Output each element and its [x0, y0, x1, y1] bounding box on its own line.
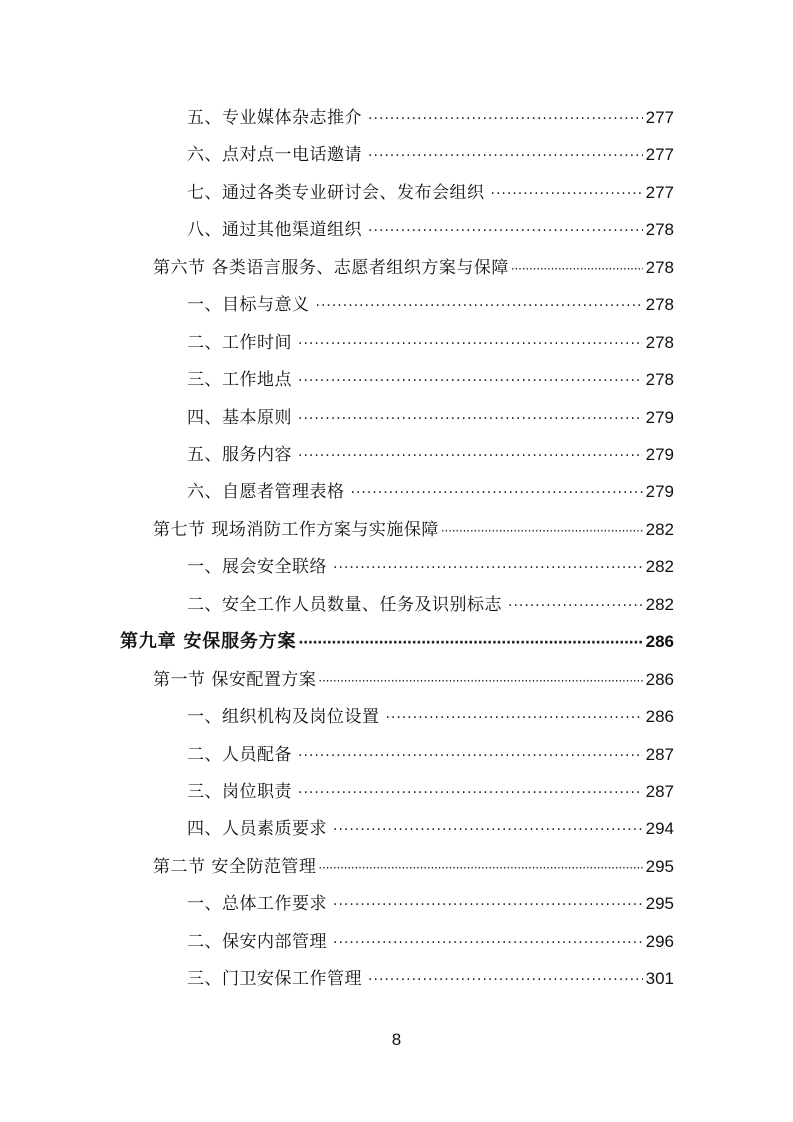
toc-entry-title: 四、人员素质要求	[187, 819, 327, 839]
toc-leader-dots	[368, 104, 643, 134]
toc-entry[interactable]	[187, 440, 674, 470]
toc-leader-dots	[318, 853, 642, 883]
toc-leader-dots	[351, 478, 643, 508]
toc-entry[interactable]	[187, 814, 674, 844]
toc-leader-dots	[368, 216, 643, 246]
toc-entry-title: 五、专业媒体杂志推介	[187, 108, 362, 128]
toc-entry-page: 277	[645, 145, 674, 164]
toc-entry-page: 278	[645, 258, 674, 277]
toc-entry-title: 二、工作时间	[187, 333, 292, 353]
toc-entry-page: 286	[645, 707, 674, 726]
toc-entry-title: 八、通过其他渠道组织	[187, 220, 362, 240]
toc-leader-dots	[441, 516, 643, 546]
toc-entry-page: 279	[645, 445, 674, 464]
toc-leader-dots	[511, 254, 643, 284]
toc-leader-dots	[298, 329, 643, 359]
toc-entry-page: 286	[645, 670, 674, 689]
toc-leader-dots	[298, 441, 643, 471]
toc-entry[interactable]	[187, 702, 674, 732]
toc-entry-page: 287	[645, 745, 674, 764]
toc-leader-dots	[318, 666, 642, 696]
toc-entry[interactable]	[187, 552, 674, 582]
toc-entry[interactable]	[187, 140, 674, 170]
toc-entry-page: 279	[645, 482, 674, 501]
toc-entry[interactable]	[187, 290, 674, 320]
toc-entry-title: 二、安全工作人员数量、任务及识别标志	[187, 595, 502, 615]
toc-entry-title: 四、基本原则	[187, 408, 292, 428]
toc-entry-title: 二、人员配备	[187, 745, 292, 765]
toc-entry[interactable]	[187, 777, 674, 807]
toc-entry-title: 一、目标与意义	[187, 295, 310, 315]
toc-leader-dots	[333, 890, 643, 920]
toc-entry-title: 第二节 安全防范管理	[153, 857, 317, 877]
toc-entry-title: 一、总体工作要求	[187, 894, 327, 914]
toc-entry[interactable]	[187, 403, 674, 433]
toc-leader-dots	[298, 404, 643, 434]
toc-chapter-entry[interactable]	[120, 627, 674, 657]
toc-entry-page: 295	[645, 857, 674, 876]
toc-entry-page: 278	[645, 295, 674, 314]
toc-entry[interactable]	[187, 889, 674, 919]
page-number: 8	[391, 1030, 402, 1049]
toc-leader-dots	[298, 778, 643, 808]
toc-entry-title: 七、通过各类专业研讨会、发布会组织	[187, 183, 485, 203]
toc-entry-title: 第七节 现场消防工作方案与实施保障	[153, 520, 439, 540]
toc-leader-dots	[368, 965, 643, 995]
toc-entry-page: 286	[645, 632, 674, 651]
toc-entry[interactable]	[187, 103, 674, 133]
toc-entry-title: 二、保安内部管理	[187, 932, 327, 952]
toc-entry-page: 295	[645, 894, 674, 913]
toc-entry-title: 第一节 保安配置方案	[153, 670, 317, 690]
toc-entry-title: 五、服务内容	[187, 445, 292, 465]
toc-entry-title: 一、展会安全联络	[187, 557, 327, 577]
toc-leader-dots	[333, 553, 643, 583]
toc-entry[interactable]	[187, 477, 674, 507]
toc-leader-dots	[333, 815, 643, 845]
toc-entry-page: 279	[645, 408, 674, 427]
toc-leader-dots	[491, 179, 643, 209]
toc-leader-dots	[316, 291, 643, 321]
toc-entry-page: 301	[645, 969, 674, 988]
toc-entry[interactable]	[187, 215, 674, 245]
toc-entry-page: 282	[645, 595, 674, 614]
toc-entry[interactable]	[187, 964, 674, 994]
toc-entry-page: 294	[645, 819, 674, 838]
toc-leader-dots	[298, 628, 642, 658]
toc-entry-title: 三、岗位职责	[187, 782, 292, 802]
toc-entry-page: 277	[645, 108, 674, 127]
toc-leader-dots	[368, 141, 643, 171]
toc-section-entry[interactable]	[153, 665, 674, 695]
toc-leader-dots	[298, 366, 643, 396]
toc-section-entry[interactable]	[153, 515, 674, 545]
toc-entry-page: 282	[645, 557, 674, 576]
toc-entry-title: 三、工作地点	[187, 370, 292, 390]
toc-entry-title: 第六节 各类语言服务、志愿者组织方案与保障	[153, 258, 509, 278]
toc-leader-dots	[333, 928, 643, 958]
toc-entry[interactable]	[187, 365, 674, 395]
toc-section-entry[interactable]	[153, 852, 674, 882]
toc-entry-page: 277	[645, 183, 674, 202]
toc-entry[interactable]	[187, 590, 674, 620]
toc-entry-title: 第九章 安保服务方案	[120, 631, 297, 652]
toc-entry[interactable]	[187, 328, 674, 358]
toc-entry-title: 三、门卫安保工作管理	[187, 969, 362, 989]
toc-leader-dots	[298, 741, 643, 771]
toc-leader-dots	[508, 591, 643, 621]
toc-section-entry[interactable]	[153, 253, 674, 283]
toc-entry-page: 278	[645, 333, 674, 352]
toc-entry-title: 一、组织机构及岗位设置	[187, 707, 380, 727]
toc-leader-dots	[386, 703, 643, 733]
toc-entry-page: 282	[645, 520, 674, 539]
toc-entry-page: 296	[645, 932, 674, 951]
toc-entry-page: 278	[645, 220, 674, 239]
toc-entry-title: 六、自愿者管理表格	[187, 482, 345, 502]
toc-entry[interactable]	[187, 927, 674, 957]
toc-entry[interactable]	[187, 740, 674, 770]
toc-entry-title: 六、点对点一电话邀请	[187, 145, 362, 165]
toc-entry[interactable]	[187, 178, 674, 208]
toc-entry-page: 287	[645, 782, 674, 801]
toc-entry-page: 278	[645, 370, 674, 389]
